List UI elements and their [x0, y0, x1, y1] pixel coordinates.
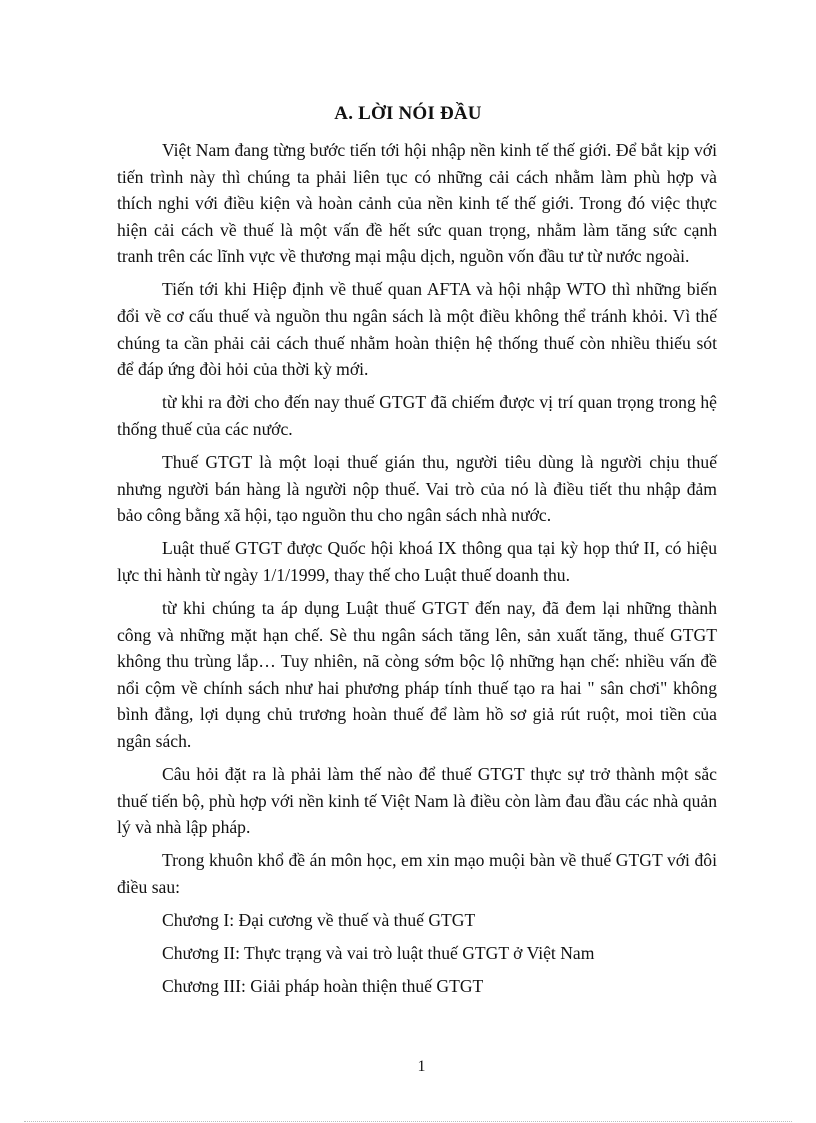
page-number: 1 — [417, 1058, 426, 1075]
paragraph-5: Luật thuế GTGT được Quốc hội khoá IX thông qua tại kỳ họp thứ II, có hiệu lực thi hành từ ngày 1/1/1999, thay thế cho Luật thuế doanh thu. — [117, 538, 717, 585]
paragraph-6: từ khi chúng ta áp dụng Luật thuế GTGT đến nay, đã đem lại những thành công và những mặt hạn chế. Sè thu ngân sách tăng lên, sản xuất tăng, thuế GTGT không thu trùng lắp… Tuy nhiên, nã còng sớm bộc lộ những hạn chế: nhiều vấn đề nổi cộm về chính sách như hai phương pháp tính thuế tạo ra hai " sân chơi" không bình đẳng, lợi dụng chủ trương hoàn thuế để làm hồ sơ giả rút ruột, moi tiền của ngân sách. — [117, 598, 717, 751]
chapter-1-item: Chương I: Đại cương về thuế và thuế GTGT — [162, 910, 476, 931]
document-body — [117, 137, 717, 1006]
paragraph-3: từ khi ra đời cho đến nay thuế GTGT đã chiếm được vị trí quan trọng trong hệ thống thuế của các nước. — [117, 392, 717, 439]
paragraph-1: Việt Nam đang từng bước tiến tới hội nhập nền kinh tế thế giới. Để bắt kịp với tiến trình này thì chúng ta phải liên tục có những cải cách nhằm làm phù hợp và thích nghi với điều kiện và hoàn cảnh của nền kinh tế thế giới. Trong đó việc thực hiện cải cách về thuế là một vấn đề hết sức quan trọng, nhằm làm tăng sức cạnh tranh trên các lĩnh vực về thương mại mậu dịch, nguồn vốn đầu tư từ nước ngoài. — [117, 140, 717, 267]
page-bottom-border — [24, 1121, 792, 1122]
chapter-2-item: Chương II: Thực trạng và vai trò luật thuế GTGT ở Việt Nam — [162, 943, 595, 964]
paragraph-8: Trong khuôn khổ đề án môn học, em xin mạo muội bàn về thuế GTGT với đôi điều sau: — [117, 850, 717, 897]
paragraph-4: Thuế GTGT là một loại thuế gián thu, người tiêu dùng là người chịu thuế nhưng người bán hàng là người nộp thuế. Vai trò của nó là điều tiết thu nhập đảm bảo công bằng xã hội, tạo nguồn thu cho ngân sách nhà nước. — [117, 452, 717, 526]
paragraph-7: Câu hỏi đặt ra là phải làm thế nào để thuế GTGT thực sự trở thành một sắc thuế tiến bộ, phù hợp với nền kinh tế Việt Nam là điều còn làm đau đầu các nhà quản lý và nhà lập pháp. — [117, 764, 717, 838]
page-title: A. LỜI NÓI ĐẦU — [334, 103, 482, 124]
chapter-3-item: Chương III: Giải pháp hoàn thiện thuế GTGT — [162, 976, 484, 997]
paragraph-2: Tiến tới khi Hiệp định về thuế quan AFTA và hội nhập WTO thì những biến đổi về cơ cấu thuế và nguồn thu ngân sách là một điều không thể tránh khỏi. Vì thế chúng ta cần phải cải cách thuế nhằm hoàn thiện hệ thống thuế còn nhiều thiếu sót để đáp ứng đòi hỏi của thời kỳ mới. — [117, 279, 717, 380]
